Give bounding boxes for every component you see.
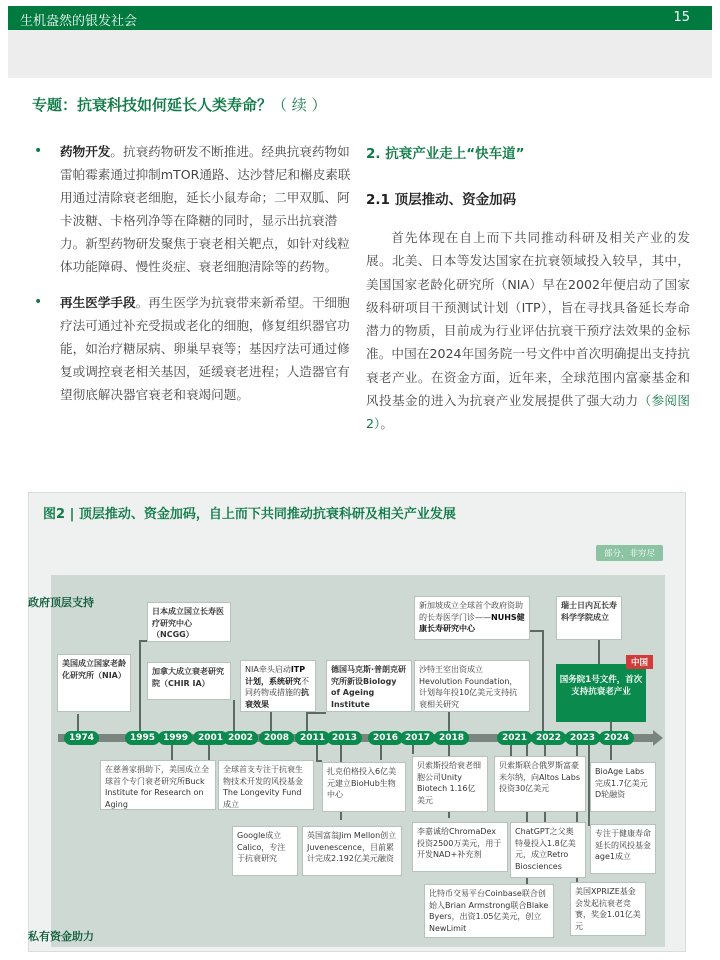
gov-2002-line: ITP计划，系统研究 [245, 665, 306, 686]
gov-2002-line: NIA牵头启动 [245, 665, 291, 674]
year-2002: 2002 [223, 731, 258, 745]
priv-event-2013-juvenescence: 英国富翁Jim Mellon创立Juvenescence，目前累计完成2.192亿美元融资 [302, 826, 402, 876]
timeline-arrow-icon [653, 730, 663, 746]
year-2013: 2013 [327, 731, 362, 745]
bullet-title: 再生医学手段 [60, 295, 136, 310]
year-2021: 2021 [497, 731, 532, 745]
gov-event-1995: 日本成立国立长寿医疗研究中心（NCGG） [147, 602, 231, 642]
year-2018: 2018 [434, 731, 469, 745]
gov-event-2024-china: 国务院1号文件，首次支持抗衰老产业 [556, 664, 646, 722]
bullet-text: 。再生医学为抗衰带来新希望。干细胞疗法可通过补充受损或老化的细胞，修复组织器官功能，如治疗糖尿病、卵巢早衰等；基因疗法可通过修复或调控衰老相关基因，延缓衰老进程；人造器官有望彻底解决器官衰老和衰竭问题。 [60, 295, 350, 402]
bullet-drug-development [32, 140, 354, 278]
gov-2018-text: 新加坡成立全球首个政府资助的长寿医学门诊—— [419, 601, 523, 622]
gov-support-label: 政府顶层支持 [28, 596, 94, 609]
priv-event-2023-xprize: 美国XPRIZE基金会发起抗衰老竞赛，奖金1.01亿美元 [570, 882, 646, 936]
connector [542, 630, 544, 734]
body-paragraph [366, 226, 690, 436]
year-2023: 2023 [565, 731, 600, 745]
china-tag: 中国 [626, 655, 653, 669]
year-1995: 1995 [125, 731, 160, 745]
section-title-cont: （ 续 ） [272, 96, 327, 114]
heading-2-1: 2.1 顶层推动、资金加码 [366, 192, 517, 208]
year-1974: 1974 [64, 731, 99, 745]
heading-2: 2. 抗衰产业走上“快车道” [366, 146, 525, 162]
left-column [32, 140, 354, 406]
connector [139, 640, 147, 642]
page-number: 15 [673, 10, 690, 25]
gov-2018-bold: NUHS健康长寿研究中心 [419, 612, 525, 633]
year-2001: 2001 [193, 731, 228, 745]
section-title-text: 专题：抗衰科技如何延长人类寿命？ [32, 96, 273, 114]
priv-event-2016: 扎克伯格投入6亿美元建立BioHub生物中心 [322, 762, 406, 812]
gov-2002-line: 不同药物或措施的 [245, 676, 309, 697]
figure-reference-link[interactable]: （参阅图2） [366, 393, 691, 432]
gov-event-2011: 德国马克斯·普朗克研究所新设Biology of Ageing Institute [326, 660, 412, 712]
header-band [8, 30, 712, 78]
header-title: 生机盎然的银发社会 [20, 14, 138, 29]
priv-event-2018: 李嘉诚给ChromaDex投资2500万美元，用于开发NAD+补充剂 [412, 822, 508, 872]
paragraph-text: 首先体现在自上而下共同推动科研及相关产业的发展。北美、日本等发达国家在抗衰领域投入较早，其中，美国国家老龄化研究所（NIA）早在2002年便启动了国家级科研项目干预测试计划（ITP），旨在寻找具备延长寿命潜力的物质，目前成为行业评估抗衰干预疗法效果的金标准。中国在2024年国务院一号文件中首次明确提出支持抗衰老产业。在资金方面，近年来，全球范围内富豪基金和风投基金的进入为抗衰产业发展提供了强大动力 [366, 230, 690, 409]
page-header [8, 6, 712, 30]
partial-tag: 部分，非穷尽 [596, 545, 663, 561]
connector [530, 630, 544, 632]
year-2011: 2011 [295, 731, 330, 745]
priv-event-2013-calico: Google成立Calico，专注于抗衰研究 [232, 826, 298, 876]
bullet-dot-icon: • [34, 143, 43, 159]
figure-title: 图2 | 顶层推动、资金加码，自上而下共同推动抗衰科研及相关产业发展 [43, 507, 456, 522]
paragraph-end: 。 [380, 416, 393, 432]
gov-event-2001: 加拿大成立衰老研究院（CHIR IA） [147, 662, 231, 700]
priv-event-2024-bioage: BioAge Labs完成1.7亿美元D轮融资 [590, 762, 656, 812]
year-2008: 2008 [259, 731, 294, 745]
bullet-regenerative-medicine [32, 291, 354, 406]
year-2024: 2024 [599, 731, 634, 745]
bullet-dot-icon: • [34, 294, 43, 310]
gov-event-2018-saudi: 沙特王室出资成立Hevolution Foundation，计划每年投10亿美元支持抗衰相关研究 [414, 660, 530, 712]
priv-event-2024-age1: 专注于健康寿命延长的风投基金age1成立 [590, 824, 656, 874]
bullet-title: 药物开发 [60, 144, 111, 159]
gov-event-1974: 美国成立国家老龄化研究所（NIA） [57, 654, 131, 712]
private-funding-label: 私有资金助力 [28, 930, 94, 943]
connector [139, 640, 141, 734]
year-2016: 2016 [368, 731, 403, 745]
gov-event-2022-swiss: 瑞士日内瓦长寿科学学院成立 [556, 596, 622, 640]
priv-event-1999: 在慈善家捐助下，美国成立全球首个专门衰老研究所Buck Institute for Research on Aging [100, 760, 216, 810]
connector [233, 700, 235, 734]
year-2022: 2022 [531, 731, 566, 745]
priv-event-2021: 贝索斯联合俄罗斯富豪米尔纳，向Altos Labs投资30亿美元 [494, 756, 586, 812]
right-column [366, 142, 690, 436]
gov-2002-line: 抗衰效果 [245, 688, 309, 709]
connector [306, 712, 326, 714]
bullet-text: 。抗衰药物研发不断推进。经典抗衰药物如雷帕霉素通过抑制mTOR通路、达沙替尼和槲皮素联用通过清除衰老细胞，延长小鼠寿命；二甲双胍、阿卡波糖、卡格列净等在降糖的同时，显示出抗衰潜力。新型药物研发聚焦于衰老相关靶点，如针对线粒体功能障碍、慢性炎症、衰老细胞清除等的药物。 [60, 144, 351, 274]
gov-event-2002 [240, 660, 316, 712]
priv-event-2023-retro: ChatGPT之父奥特曼投入1.8亿美元，成立Retro Biosciences [510, 822, 586, 878]
priv-event-2001: 全球首支专注于抗衰生物技术开发的风投基金The Longevity Fund成立 [218, 760, 314, 810]
year-2017: 2017 [400, 731, 435, 745]
priv-event-2022: 比特币交易平台Coinbase联合创始人Brian Armstrong联合Blake Byers，出资1.05亿美元，创立NewLimit [424, 884, 554, 938]
section-title [32, 94, 327, 115]
year-1999: 1999 [158, 731, 193, 745]
gov-event-2018-singapore [414, 596, 530, 640]
priv-event-2017: 贝索斯投给衰老细胞公司Unity Biotech 1.16亿美元 [412, 756, 488, 812]
